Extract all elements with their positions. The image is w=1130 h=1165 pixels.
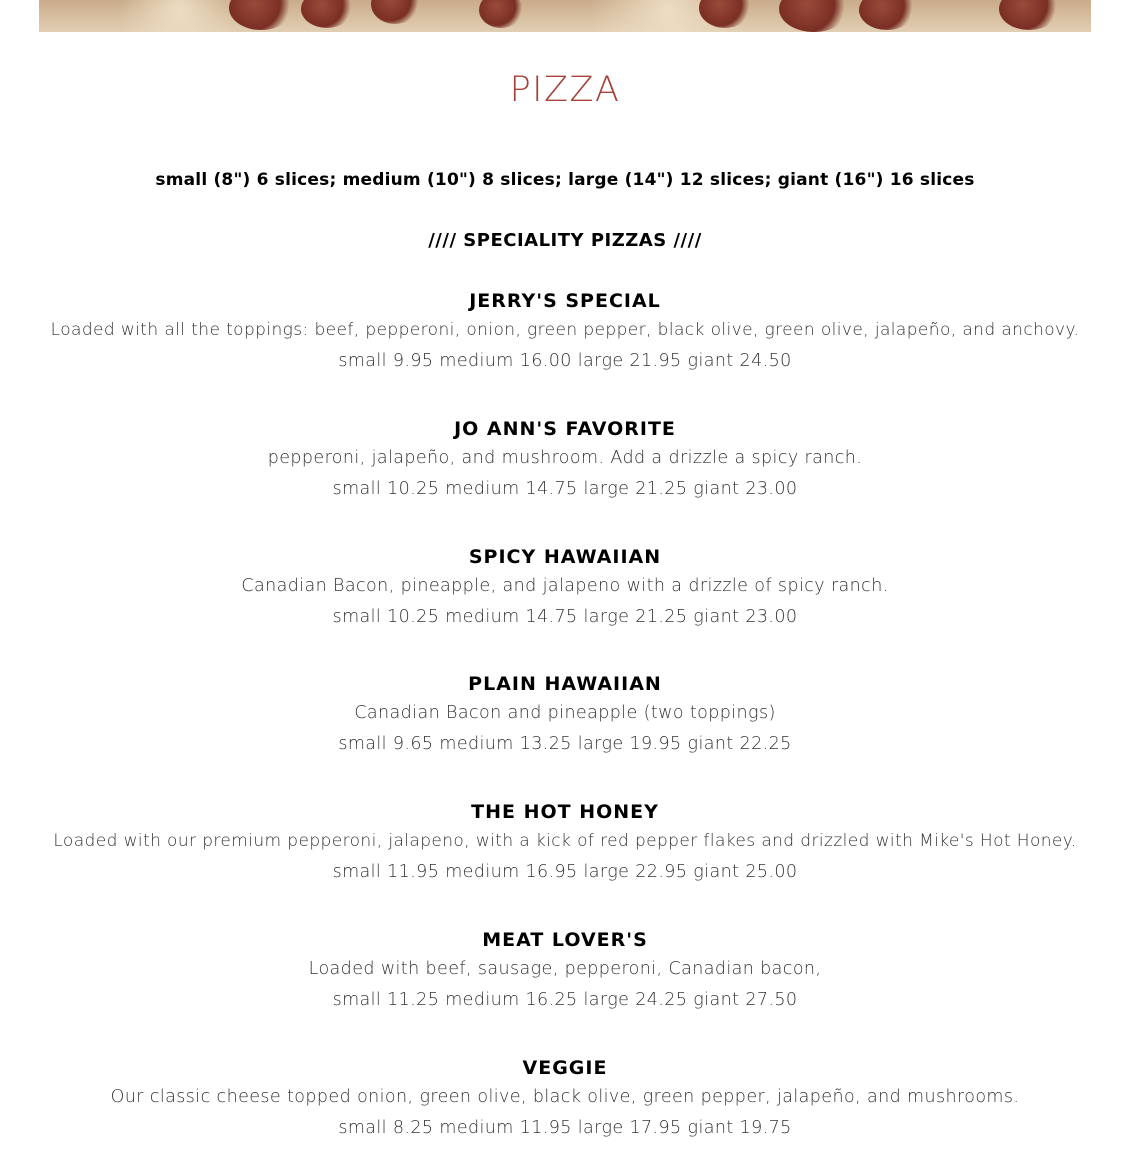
menu-item-prices: small 11.25 medium 16.25 large 24.25 giant 27.50	[332, 990, 798, 1010]
menu-item-name: JERRY'S SPECIAL	[469, 290, 661, 312]
hero-pizza-image	[39, 0, 1091, 32]
page-title: PIZZA	[509, 70, 621, 110]
menu-item-prices: small 11.95 medium 16.95 large 22.95 giant 25.00	[332, 862, 798, 882]
menu-item-description: Loaded with all the toppings: beef, pepperoni, onion, green pepper, black olive, green olive, jalapeño, and anchovy.	[50, 320, 1080, 340]
menu-item-description: pepperoni, jalapeño, and mushroom. Add a drizzle a spicy ranch.	[267, 448, 863, 468]
menu-item-prices: small 10.25 medium 14.75 large 21.25 giant 23.00	[332, 479, 798, 499]
menu-item-description: Canadian Bacon, pineapple, and jalapeno with a drizzle of spicy ranch.	[241, 576, 889, 596]
menu-item-meat-lovers	[0, 928, 1130, 1012]
menu-item-prices: small 9.65 medium 13.25 large 19.95 giant 22.25	[338, 734, 792, 754]
menu-item-plain-hawaiian	[0, 672, 1130, 756]
menu-item-veggie	[0, 1056, 1130, 1140]
menu-item-jo-anns-favorite	[0, 417, 1130, 501]
menu-item-description: Canadian Bacon and pineapple (two toppings)	[354, 703, 776, 723]
section-heading-speciality-pizzas: //// SPECIALITY PIZZAS ////	[428, 230, 702, 251]
menu-item-prices: small 10.25 medium 14.75 large 21.25 giant 23.00	[332, 607, 798, 627]
menu-item-description: Loaded with our premium pepperoni, jalapeno, with a kick of red pepper flakes and drizzled with Mike's Hot Honey.	[53, 831, 1077, 851]
menu-item-name: MEAT LOVER'S	[482, 929, 648, 951]
menu-item-spicy-hawaiian	[0, 545, 1130, 629]
menu-item-description: Loaded with beef, sausage, pepperoni, Canadian bacon,	[308, 959, 822, 979]
menu-item-name: SPICY HAWAIIAN	[468, 546, 662, 568]
menu-item-name: VEGGIE	[522, 1057, 608, 1079]
menu-item-name: JO ANN'S FAVORITE	[454, 418, 676, 440]
menu-item-prices: small 9.95 medium 16.00 large 21.95 giant 24.50	[338, 351, 792, 371]
menu-item-name: THE HOT HONEY	[471, 801, 659, 823]
menu-item-description: Our classic cheese topped onion, green olive, black olive, green pepper, jalapeño, and mushrooms.	[110, 1087, 1020, 1107]
menu-item-prices: small 8.25 medium 11.95 large 17.95 giant 19.75	[338, 1118, 792, 1138]
menu-item-the-hot-honey	[0, 800, 1130, 884]
menu-item-name: PLAIN HAWAIIAN	[468, 673, 662, 695]
pizza-sizes-note: small (8") 6 slices; medium (10") 8 slices; large (14") 12 slices; giant (16") 16 slices	[155, 170, 975, 190]
menu-item-jerrys-special	[0, 289, 1130, 373]
